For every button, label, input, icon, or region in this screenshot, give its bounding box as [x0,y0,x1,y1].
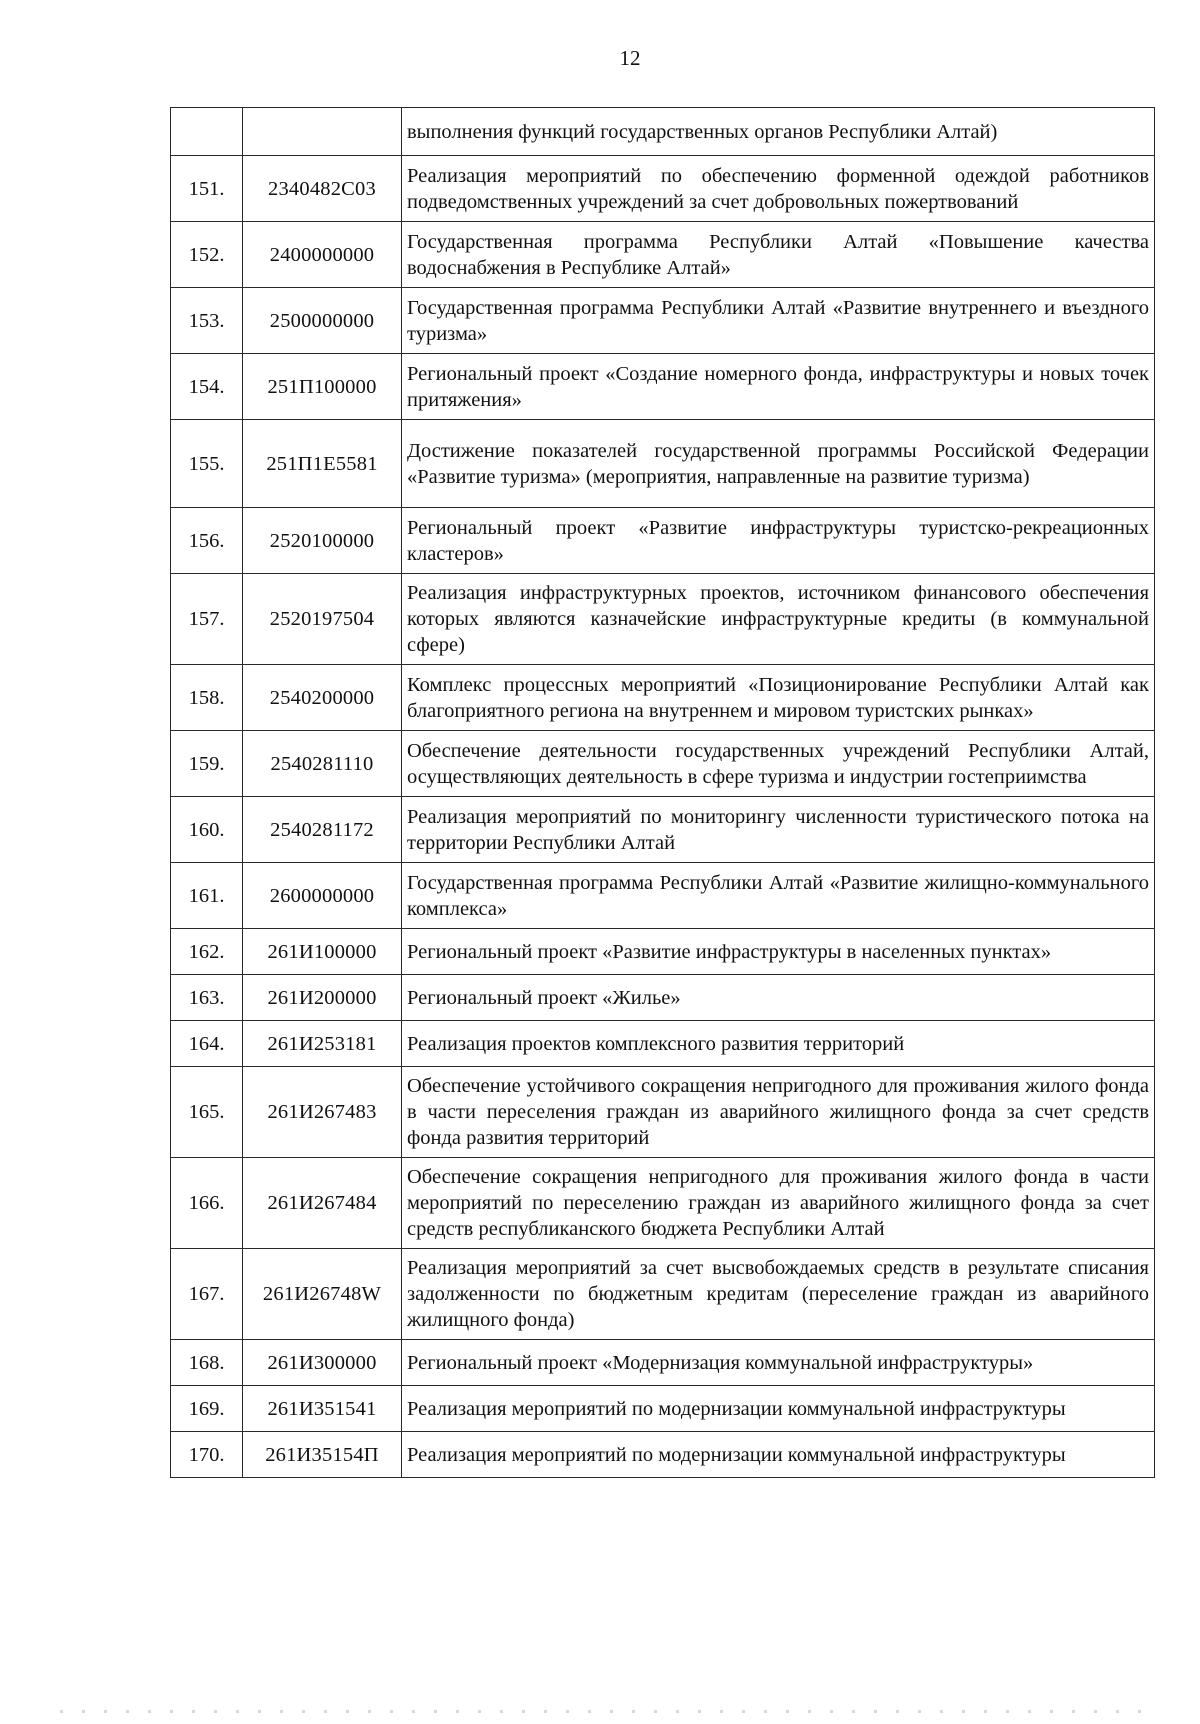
description: Региональный проект «Создание номерного фонда, инфраструктуры и новых точек притяжения» [402,354,1155,420]
budget-code-table [170,107,1155,1478]
description: Государственная программа Республики Алтай «Повышение качества водоснабжения в Республике Алтай» [402,222,1155,288]
row-number: 165. [171,1067,243,1158]
target-code: 261И26748W [243,1249,402,1340]
table-row [171,354,1155,420]
description: Региональный проект «Жилье» [402,975,1155,1021]
row-number: 154. [171,354,243,420]
table-row [171,731,1155,797]
table-row [171,574,1155,665]
target-code: 2540200000 [243,665,402,731]
description: Реализация мероприятий по мониторингу численности туристического потока на территории Республики Алтай [402,797,1155,863]
description: Региональный проект «Развитие инфраструктуры туристско-рекреационных кластеров» [402,508,1155,574]
target-code: 251П1Е5581 [243,420,402,508]
target-code: 261И351541 [243,1386,402,1432]
description: Достижение показателей государственной программы Российской Федерации «Развитие туризма» (мероприятия, направленные на развитие туризма) [402,420,1155,508]
description: Комплекс процессных мероприятий «Позиционирование Республики Алтай как благоприятного региона на внутреннем и мировом туристских рынках» [402,665,1155,731]
target-code: 261И267483 [243,1067,402,1158]
table-body [171,108,1155,1478]
row-number: 168. [171,1340,243,1386]
row-number: 166. [171,1158,243,1249]
table-row [171,508,1155,574]
target-code: 261И100000 [243,929,402,975]
description: Региональный проект «Модернизация коммунальной инфраструктуры» [402,1340,1155,1386]
row-number: 152. [171,222,243,288]
table-row [171,1432,1155,1478]
table-row [171,288,1155,354]
row-number: 161. [171,863,243,929]
row-number: 157. [171,574,243,665]
description: Реализация мероприятий по обеспечению форменной одеждой работников подведомственных учреждений за счет добровольных пожертвований [402,156,1155,222]
description: Реализация мероприятий по модернизации коммунальной инфраструктуры [402,1386,1155,1432]
target-code: 261И300000 [243,1340,402,1386]
description: Реализация проектов комплексного развития территорий [402,1021,1155,1067]
description: Реализация инфраструктурных проектов, источником финансового обеспечения которых являются казначейские инфраструктурные кредиты (в коммунальной сфере) [402,574,1155,665]
row-number: 159. [171,731,243,797]
row-number: 155. [171,420,243,508]
table-row [171,1021,1155,1067]
target-code: 2520197504 [243,574,402,665]
table-row [171,975,1155,1021]
description: Государственная программа Республики Алтай «Развитие жилищно-коммунального комплекса» [402,863,1155,929]
description: Государственная программа Республики Алтай «Развитие внутреннего и въездного туризма» [402,288,1155,354]
target-code: 2500000000 [243,288,402,354]
table-row [171,1249,1155,1340]
target-code: 2600000000 [243,863,402,929]
description: выполнения функций государственных органов Республики Алтай) [402,108,1155,156]
description: Обеспечение устойчивого сокращения непригодного для проживания жилого фонда в части переселения граждан из аварийного жилищного фонда за счет средств фонда развития территорий [402,1067,1155,1158]
target-code: 2340482С03 [243,156,402,222]
description: Реализация мероприятий за счет высвобождаемых средств в результате списания задолженности по бюджетным кредитам (переселение граждан из аварийного жилищного фонда) [402,1249,1155,1340]
row-number: 151. [171,156,243,222]
table-row [171,797,1155,863]
table-row [171,863,1155,929]
target-code: 261И253181 [243,1021,402,1067]
row-number: 158. [171,665,243,731]
target-code: 2400000000 [243,222,402,288]
target-code: 251П100000 [243,354,402,420]
table-row [171,222,1155,288]
target-code: 261И267484 [243,1158,402,1249]
row-number: 169. [171,1386,243,1432]
description: Региональный проект «Развитие инфраструктуры в населенных пунктах» [402,929,1155,975]
table-row [171,420,1155,508]
row-number: 163. [171,975,243,1021]
row-number: 167. [171,1249,243,1340]
target-code: 2540281172 [243,797,402,863]
table-row [171,1386,1155,1432]
target-code: 2540281110 [243,731,402,797]
row-number: 164. [171,1021,243,1067]
table-row [171,1067,1155,1158]
table-row [171,929,1155,975]
description: Обеспечение сокращения непригодного для проживания жилого фонда в части мероприятий по переселению граждан из аварийного жилищного фонда за счет средств республиканского бюджета Республики Алтай [402,1158,1155,1249]
target-code: 2520100000 [243,508,402,574]
table-row [171,665,1155,731]
table-row [171,1340,1155,1386]
row-number: 162. [171,929,243,975]
description: Реализация мероприятий по модернизации коммунальной инфраструктуры [402,1432,1155,1478]
scan-artifact [60,1710,1160,1713]
row-number: 153. [171,288,243,354]
table-row [171,156,1155,222]
table-row [171,108,1155,156]
row-number: 160. [171,797,243,863]
table-row [171,1158,1155,1249]
target-code: 261И35154П [243,1432,402,1478]
row-number [171,108,243,156]
description: Обеспечение деятельности государственных учреждений Республики Алтай, осуществляющих деятельность в сфере туризма и индустрии гостеприимства [402,731,1155,797]
page-number: 12 [619,46,641,70]
target-code [243,108,402,156]
row-number: 156. [171,508,243,574]
row-number: 170. [171,1432,243,1478]
target-code: 261И200000 [243,975,402,1021]
